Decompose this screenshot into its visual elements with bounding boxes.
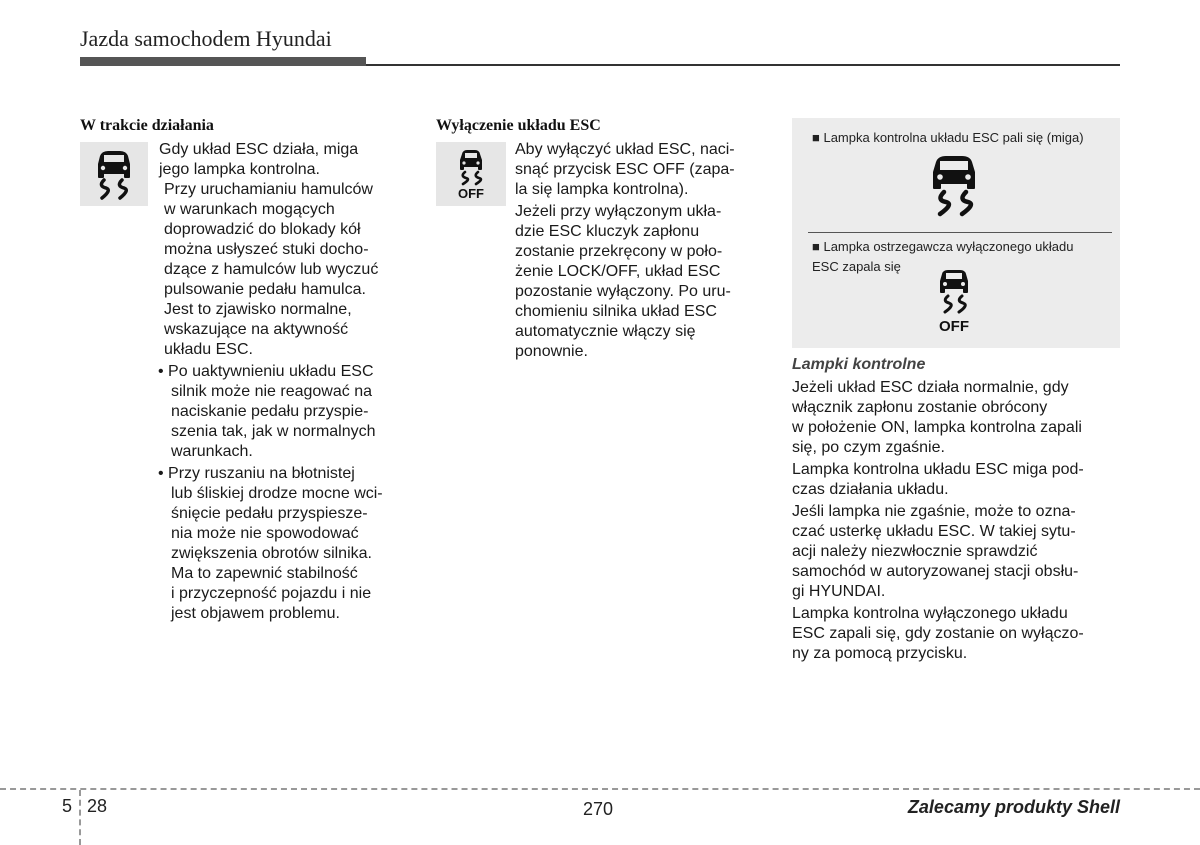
text-line: wskazujące na aktywność	[164, 321, 349, 338]
text-line: Lampka kontrolna układu ESC miga pod-	[792, 461, 1084, 478]
text-line: la się lampka kontrolna).	[515, 181, 689, 198]
text-line: Jeśli lampka nie zgaśnie, może to ozna-	[792, 503, 1076, 520]
esc-skid-icon	[916, 150, 992, 222]
text-line: warunkach.	[171, 443, 253, 460]
text-line: silnik może nie reagować na	[171, 383, 372, 400]
text-line: jego lampka kontrolna.	[159, 161, 320, 178]
footer-divider	[0, 788, 1200, 790]
operation-note-1	[164, 180, 408, 360]
text-line: można usłyszeć stuki docho-	[164, 241, 369, 258]
header-bar	[80, 57, 366, 66]
footer-vertical-divider	[79, 790, 81, 845]
text-line: • Po uaktywnieniu układu ESC	[158, 363, 374, 380]
esc-indicator-box	[80, 142, 148, 206]
section-title-operation: W trakcie działania	[80, 117, 214, 134]
indicators-para-2	[792, 460, 1120, 500]
text-line: Jeżeli przy wyłączonym ukła-	[515, 203, 722, 220]
text-line: Przy uruchamianiu hamulców	[164, 181, 373, 198]
text-line: zostanie przekręcony w poło-	[515, 243, 723, 260]
text-line: automatycznie włączy się	[515, 323, 696, 340]
text-line: czać usterkę układu ESC. W takiej sytu-	[792, 523, 1076, 540]
operation-intro	[159, 140, 408, 180]
text-line: • Przy ruszaniu na błotnistej	[158, 465, 355, 482]
text-line: i przyczepność pojazdu i nie	[171, 585, 372, 602]
section-number: 5	[62, 796, 73, 816]
indicators-para-1	[792, 378, 1120, 458]
operation-note-2	[158, 362, 408, 462]
disable-esc-para-2	[515, 202, 764, 362]
text-line: dzące z hamulców lub wyczuć	[164, 261, 379, 278]
text-line: żenie LOCK/OFF, układ ESC	[515, 263, 721, 280]
text-line: czas działania układu.	[792, 481, 949, 498]
footer-slogan: Zalecamy produkty Shell	[907, 797, 1120, 817]
text-line: dzie ESC kluczyk zapłonu	[515, 223, 700, 240]
text-line: naciskanie pedału przyspie-	[171, 403, 369, 420]
text-line: ■ Lampka ostrzegawcza wyłączonego układu	[812, 239, 1074, 254]
indicators-para-4	[792, 604, 1120, 664]
text-line: układu ESC.	[164, 341, 253, 358]
sheet-number: 270	[583, 799, 614, 819]
disable-esc-para-1	[515, 140, 764, 200]
text-line: zwiększenia obrotów silnika.	[171, 545, 372, 562]
text-line: ESC zapali się, gdy zostanie on wyłączo-	[792, 625, 1084, 642]
text-line: ny za pomocą przycisku.	[792, 645, 968, 662]
text-line: Jest to zjawisko normalne,	[164, 301, 352, 318]
section-title-disable-esc: Wyłączenie układu ESC	[436, 117, 601, 134]
text-line: snąć przycisk ESC OFF (zapa-	[515, 161, 735, 178]
text-line: Aby wyłączyć układ ESC, naci-	[515, 141, 735, 158]
page-header-title: Jazda samochodem Hyundai	[80, 26, 332, 51]
text-line: nia może nie spowodować	[171, 525, 359, 542]
text-line: w warunkach mogących	[164, 201, 335, 218]
text-line: pozostanie wyłączony. Po uru-	[515, 283, 731, 300]
text-line: samochód w autoryzowanej stacji obsłu-	[792, 563, 1079, 580]
text-line: włącznik zapłonu zostanie obrócony	[792, 399, 1048, 416]
page-number: 28	[87, 796, 108, 816]
text-line: jest objawem problemu.	[171, 605, 340, 622]
text-line: Jeżeli układ ESC działa normalnie, gdy	[792, 379, 1069, 396]
text-line: pulsowanie pedału hamulca.	[164, 281, 366, 298]
operation-note-3	[158, 464, 408, 624]
esc-indicator-caption: ■ Lampka kontrolna układu ESC pali się (miga)	[812, 130, 1084, 145]
text-line: Ma to zapewnić stabilność	[171, 565, 358, 582]
text-line: szenia tak, jak w normalnych	[171, 423, 376, 440]
section-title-indicators: Lampki kontrolne	[792, 356, 926, 373]
text-line: Lampka kontrolna wyłączonego układu	[792, 605, 1068, 622]
indicators-para-3	[792, 502, 1120, 602]
esc-off-indicator-box	[436, 142, 506, 206]
text-line: lub śliskiej drodze mocne wci-	[171, 485, 383, 502]
text-line: gi HYUNDAI.	[792, 583, 886, 600]
box-divider	[808, 232, 1112, 233]
text-line: śnięcie pedału przyspiesze-	[171, 505, 368, 522]
text-line: acji należy niezwłocznie sprawdzić	[792, 543, 1038, 560]
text-line: ponownie.	[515, 343, 588, 360]
text-line: ESC zapala się	[812, 259, 901, 274]
header-rule	[366, 64, 1120, 66]
text-line: doprowadzić do blokady kół	[164, 221, 361, 238]
text-line: chomieniu silnika układ ESC	[515, 303, 717, 320]
text-line: Gdy układ ESC działa, miga	[159, 141, 359, 158]
off-label: OFF	[939, 318, 969, 335]
text-line: się, po czym zgaśnie.	[792, 439, 945, 456]
esc-off-icon	[926, 266, 982, 318]
esc-skid-icon	[80, 142, 148, 206]
text-line: w położenie ON, lampka kontrolna zapali	[792, 419, 1082, 436]
off-label: OFF	[458, 186, 484, 201]
